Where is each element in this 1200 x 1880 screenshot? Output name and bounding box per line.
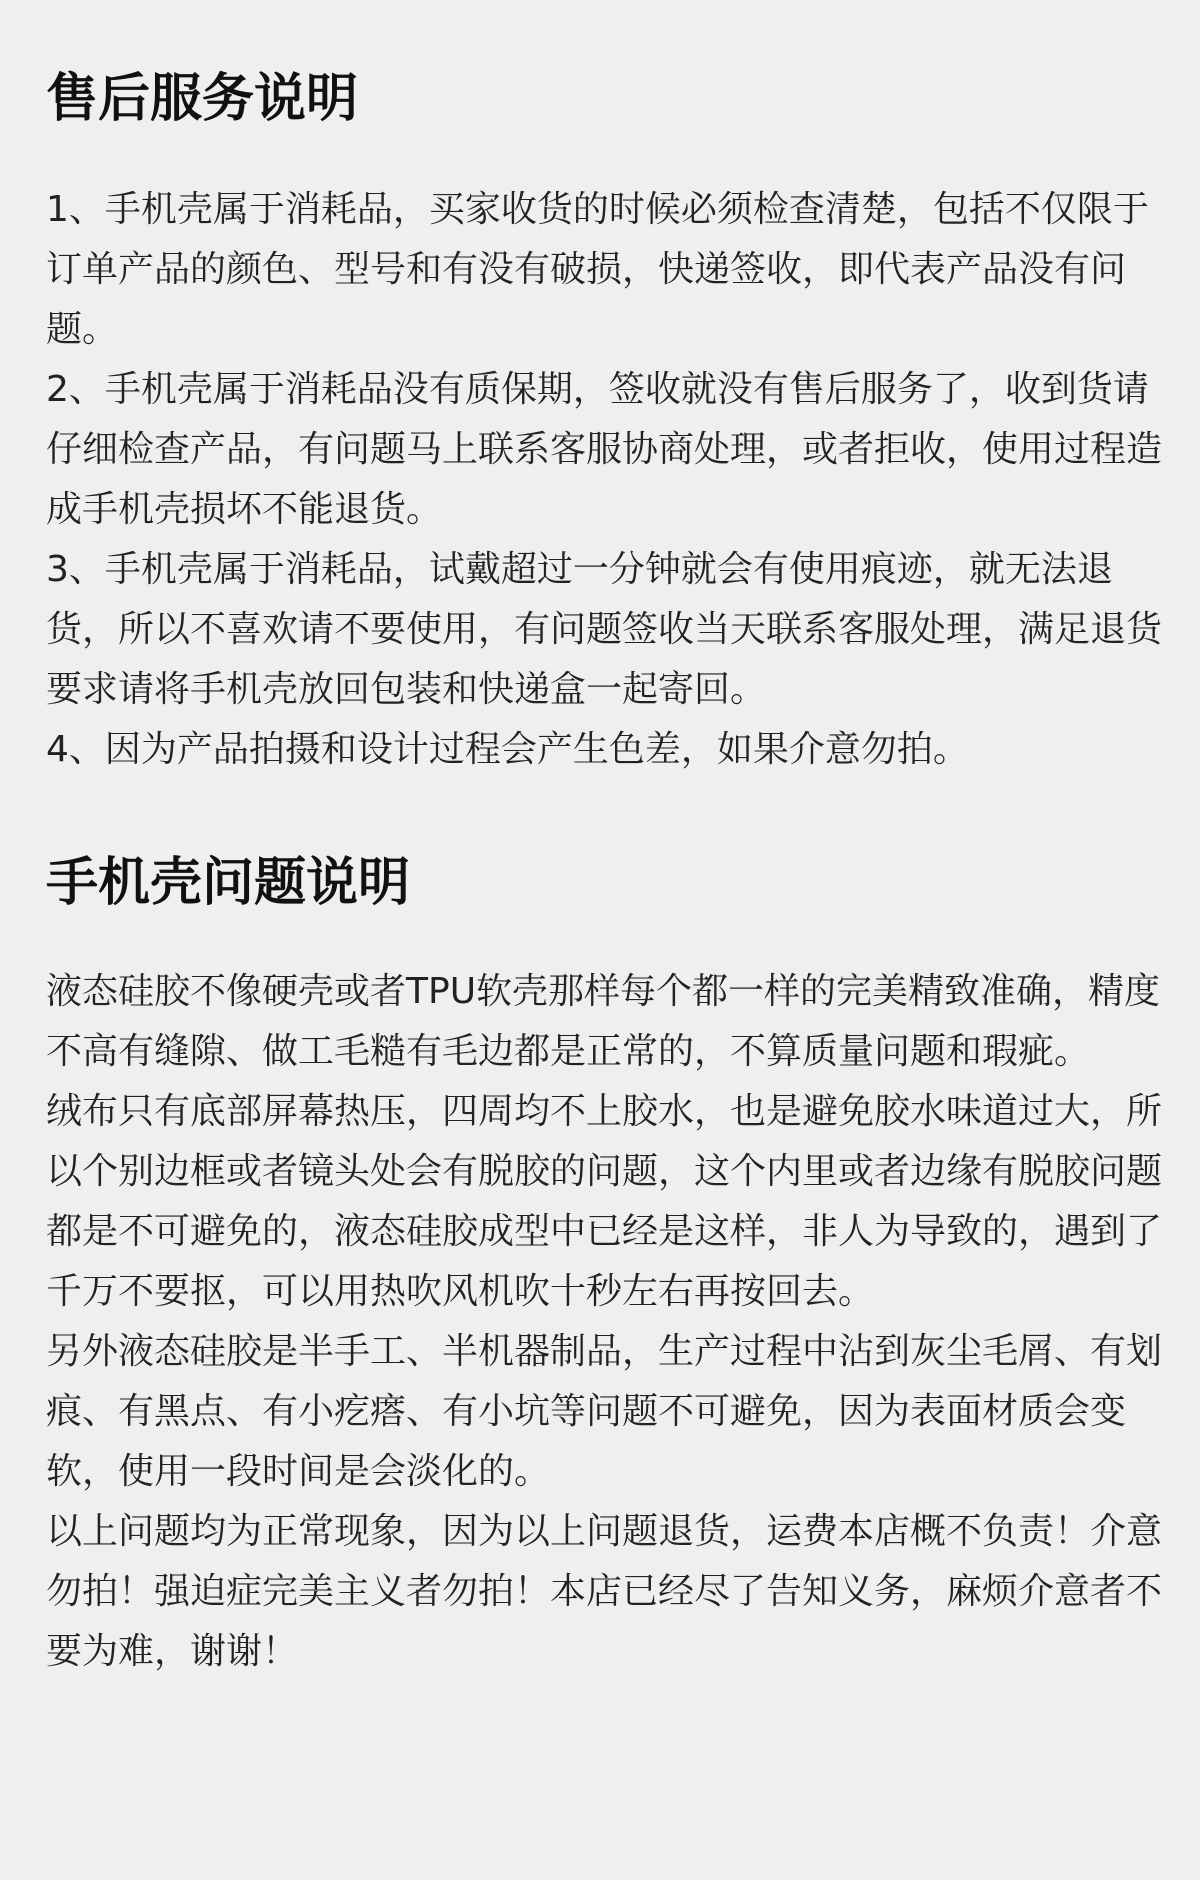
case-issues-paragraph-2: 绒布只有底部屏幕热压，四周均不上胶水，也是避免胶水味道过大，所以个别边框或者镜头处会有脱胶的问题，这个内里或者边缘有脱胶问题都是不可避免的，液态硅胶成型中已经是这样，非人为导致的，遇到了千万不要抠，可以用热吹风机吹十秒左右再按回去。 bbox=[46, 1091, 1163, 1313]
after-sales-item-4: 4、因为产品拍摄和设计过程会产生色差，如果介意勿拍。 bbox=[46, 729, 969, 771]
after-sales-item-3: 3、手机壳属于消耗品，试戴超过一分钟就会有使用痕迹，就无法退货，所以不喜欢请不要使用，有问题签收当天联系客服处理，满足退货要求请将手机壳放回包装和快递盒一起寄回。 bbox=[46, 549, 1163, 711]
case-issues-section bbox=[46, 852, 1166, 1682]
after-sales-title: 售后服务说明 bbox=[46, 69, 359, 129]
after-sales-item-2: 2、手机壳属于消耗品没有质保期，签收就没有售后服务了，收到货请仔细检查产品，有问题马上联系客服协商处理，或者拒收，使用过程造成手机壳损坏不能退货。 bbox=[46, 369, 1163, 531]
case-issues-paragraph-1: 液态硅胶不像硬壳或者TPU软壳那样每个都一样的完美精致准确，精度不高有缝隙、做工毛糙有毛边都是正常的，不算质量问题和瑕疵。 bbox=[46, 971, 1161, 1073]
after-sales-section bbox=[46, 68, 1166, 780]
case-issues-paragraph-3: 另外液态硅胶是半手工、半机器制品，生产过程中沾到灰尘毛屑、有划痕、有黑点、有小疙瘩、有小坑等问题不可避免，因为表面材质会变软，使用一段时间是会淡化的。 bbox=[46, 1331, 1163, 1493]
case-issues-title: 手机壳问题说明 bbox=[46, 853, 411, 913]
after-sales-item-1: 1、手机壳属于消耗品，买家收货的时候必须检查清楚，包括不仅限于订单产品的颜色、型号和有没有破损，快递签收，即代表产品没有问题。 bbox=[46, 189, 1149, 351]
case-issues-paragraph-4: 以上问题均为正常现象，因为以上问题退货，运费本店概不负责！介意勿拍！强迫症完美主义者勿拍！本店已经尽了告知义务，麻烦介意者不要为难，谢谢！ bbox=[46, 1511, 1163, 1673]
